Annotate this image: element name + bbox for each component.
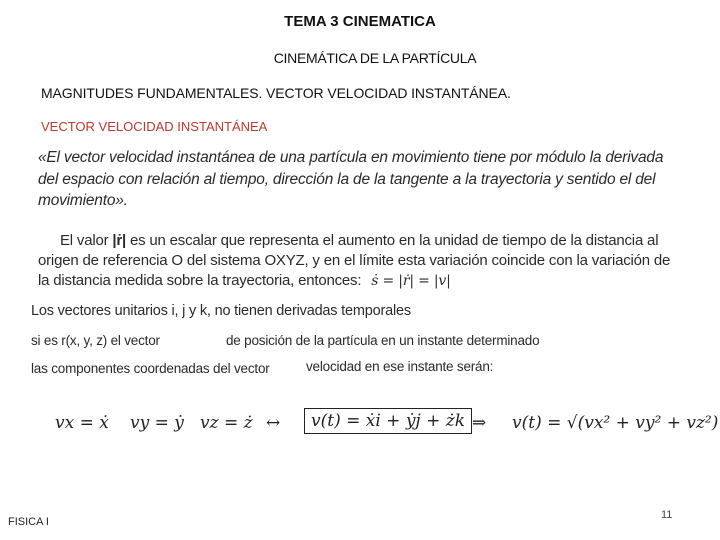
page-subtitle: CINEMÁTICA DE LA PARTÍCULA bbox=[273, 50, 477, 66]
unit-vectors-line: Los vectores unitarios i, j y k, no tienen derivadas temporales bbox=[31, 303, 411, 319]
equation-vx: vx = ẋ bbox=[55, 413, 109, 433]
equation-vz: vz = ż bbox=[200, 413, 253, 433]
components-line-a: las componentes coordenadas del vector bbox=[31, 361, 270, 376]
velocity-vector-box: v(t) = ẋi + ẏj + żk bbox=[304, 408, 472, 434]
paragraph-text-2: es un escalar que representa el aumento en la unidad de tiempo de la distancia al origen de referencia O del sistema OXYZ, y en el límite esta variación coincide con la variación de la distancia medida sobre la trayectoria, entonces: bbox=[38, 232, 671, 289]
subsection-heading: VECTOR VELOCIDAD INSTANTÁNEA bbox=[41, 119, 268, 134]
position-vector-line-b: de posición de la partícula en un instante determinado bbox=[226, 333, 540, 348]
equation-vy: vy = ẏ bbox=[130, 413, 184, 433]
definition-quote: «El vector velocidad instantánea de una partícula en movimiento tiene por módulo la derivada del espacio con relación al tiempo, dirección la de la tangente a la trayectoria y sentido el del movimiento». bbox=[38, 149, 664, 209]
rdot-symbol: |ṙ| bbox=[112, 232, 127, 249]
components-line-b: velocidad en ese instante serán: bbox=[306, 359, 494, 374]
page-number: 11 bbox=[661, 509, 673, 521]
velocity-vector-equation bbox=[304, 411, 472, 431]
section-heading: MAGNITUDES FUNDAMENTALES. VECTOR VELOCIDAD INSTANTÁNEA. bbox=[41, 85, 511, 101]
implies-symbol: ⇒ bbox=[472, 413, 487, 433]
speed-formula: ṡ = |ṙ| = |v| bbox=[371, 273, 451, 289]
equivalence-symbol: ↔ bbox=[266, 413, 281, 433]
page-title: TEMA 3 CINEMATICA bbox=[284, 13, 436, 30]
velocity-modulus-equation: v(t) = √(vx² + vy² + vz²) bbox=[512, 413, 719, 433]
position-vector-line-a: si es r(x, y, z) el vector bbox=[31, 333, 160, 348]
footer-course: FISICA I bbox=[8, 516, 49, 528]
explanation-paragraph bbox=[38, 231, 683, 291]
paragraph-text-1: El valor bbox=[60, 232, 113, 249]
